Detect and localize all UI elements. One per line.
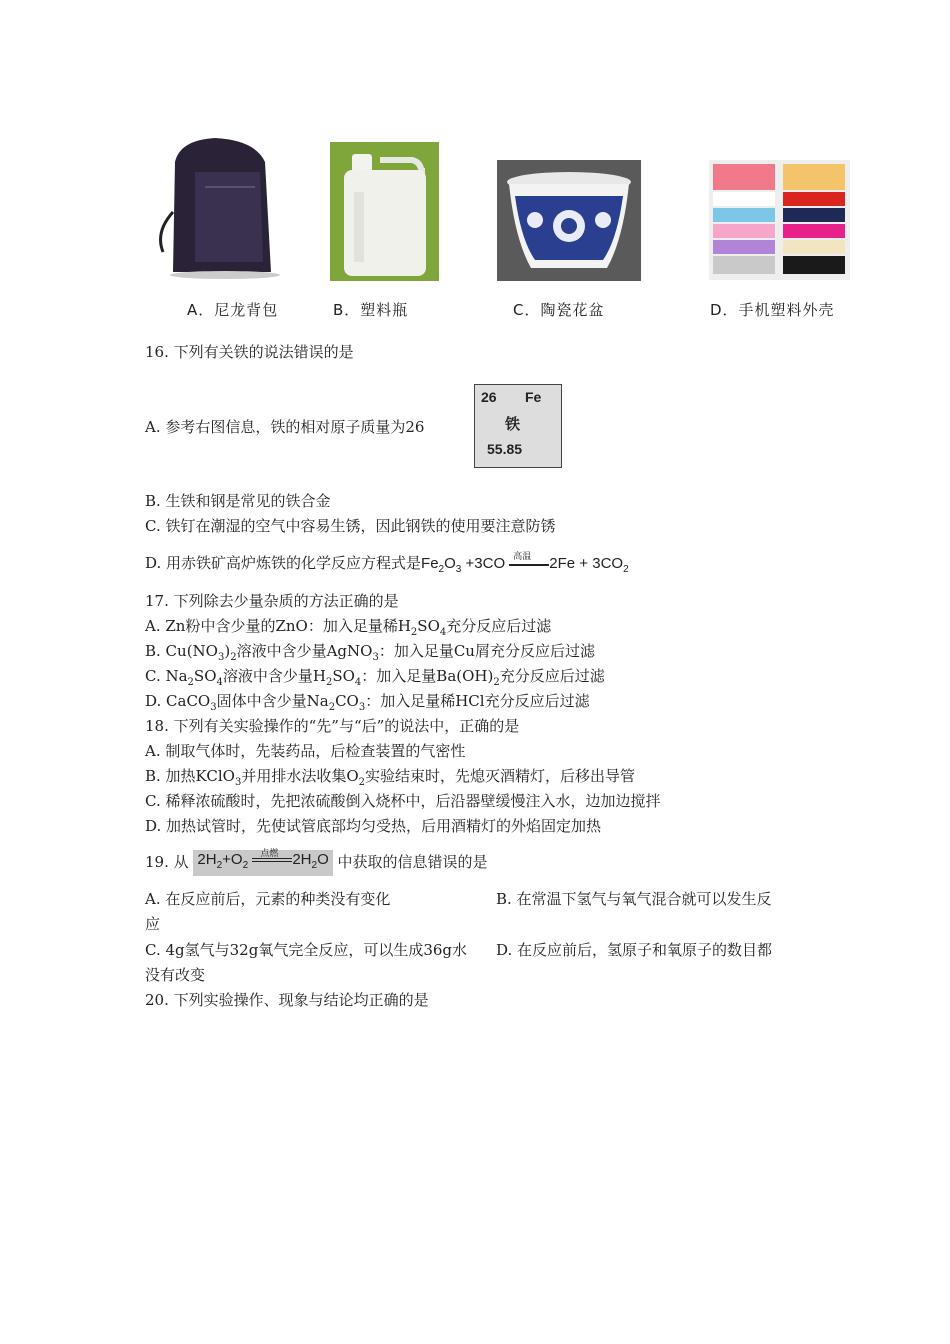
q18-stem: 18. 下列有关实验操作的“先”与“后”的说法中，正确的是 xyxy=(145,717,520,735)
q18-option-b: B. 加热KClO$_3$并用排水法收集$O_2$实验结束时，先熄灭酒精灯，后移出导管 xyxy=(145,767,636,788)
iron-element-card xyxy=(474,384,562,468)
q16-stem: 16. 下列有关铁的说法错误的是 xyxy=(145,343,354,361)
image-caption-d: D．手机塑料外壳 xyxy=(710,301,835,319)
element-name: 铁 xyxy=(505,415,521,433)
q19-option-a: A. 在反应前后，元素的种类没有变化 xyxy=(145,890,391,908)
reaction-condition-high-temp: 高温 xyxy=(513,551,532,562)
plastic-bottle-image xyxy=(330,142,439,281)
nylon-backpack-image xyxy=(155,132,285,282)
q16-option-d xyxy=(145,553,629,580)
q18-option-d: D. 加热试管时，先使试管底部均匀受热，后用酒精灯的外焰固定加热 xyxy=(145,817,602,835)
q19-option-b-continued: 应 xyxy=(145,915,161,933)
q19-option-c: C. 4g氢气与32g氧气完全反应，可以生成36g水 xyxy=(145,941,468,959)
element-mass: 55.85 xyxy=(487,441,523,457)
q19-option-d: D. 在反应前后，氢原子和氧原子的数目都 xyxy=(496,941,773,959)
q17-stem: 17. 下列除去少量杂质的方法正确的是 xyxy=(145,592,399,610)
ceramic-flowerpot-image xyxy=(497,160,641,281)
image-caption-b: B．塑料瓶 xyxy=(333,301,409,319)
image-caption-a: A．尼龙背包 xyxy=(187,301,279,319)
q19-stem-prefix: 19. 从 xyxy=(145,853,189,871)
q17-option-b: B. $Cu(NO_3)_2$溶液中含少量AgNO$_3$：加入足量Cu屑充分反应后过滤 xyxy=(145,642,595,663)
q20-stem: 20. 下列实验操作、现象与结论均正确的是 xyxy=(145,991,429,1009)
q16-option-b: B. 生铁和钢是常见的铁合金 xyxy=(145,492,331,510)
q17-option-a: A. Zn粉中含少量的ZnO：加入足量稀$H_2SO_4$充分反应后过滤 xyxy=(145,617,552,638)
q16-option-a: A. 参考右图信息，铁的相对原子质量为26 xyxy=(145,418,425,436)
iron-smelting-equation: $Fe_2O_3 +3CO$ 高温 $2Fe + 3CO_2$ xyxy=(421,555,629,572)
phone-case-image xyxy=(709,160,850,280)
q18-option-c: C. 稀释浓硫酸时，先把浓硫酸倒入烧杯中，后沿器壁缓慢注入水，边加边搅拌 xyxy=(145,792,661,810)
q17-option-c: C. $Na_2SO_4$溶液中含少量$H_2SO_4$：加入足量$Ba(OH)_2$充分反应后过滤 xyxy=(145,667,605,688)
q18-option-a: A. 制取气体时，先装药品，后检查装置的气密性 xyxy=(145,742,466,760)
element-symbol: Fe xyxy=(525,389,542,405)
q17-option-d: D. CaCO$_3$固体中含少量$Na_2CO_3$：加入足量稀HCl充分反应后过滤 xyxy=(145,692,590,713)
hydrogen-combustion-equation: $2H_2+O_2$ 点燃 $2H_2O$ xyxy=(193,850,332,876)
q16-option-c: C. 铁钉在潮湿的空气中容易生锈，因此钢铁的使用要注意防锈 xyxy=(145,517,556,535)
element-number: 26 xyxy=(481,389,497,405)
q19-stem-suffix: 中获取的信息错误的是 xyxy=(337,853,488,871)
q19-option-d-continued: 没有改变 xyxy=(145,966,206,984)
q19-option-b: B. 在常温下氢气与氧气混合就可以发生反 xyxy=(496,890,772,908)
reaction-condition-ignite: 点燃 xyxy=(260,848,279,859)
q19-stem xyxy=(145,850,488,876)
image-caption-c: C．陶瓷花盆 xyxy=(513,301,605,319)
q16-option-d-text: D. 用赤铁矿高炉炼铁的化学反应方程式是 xyxy=(145,554,422,572)
